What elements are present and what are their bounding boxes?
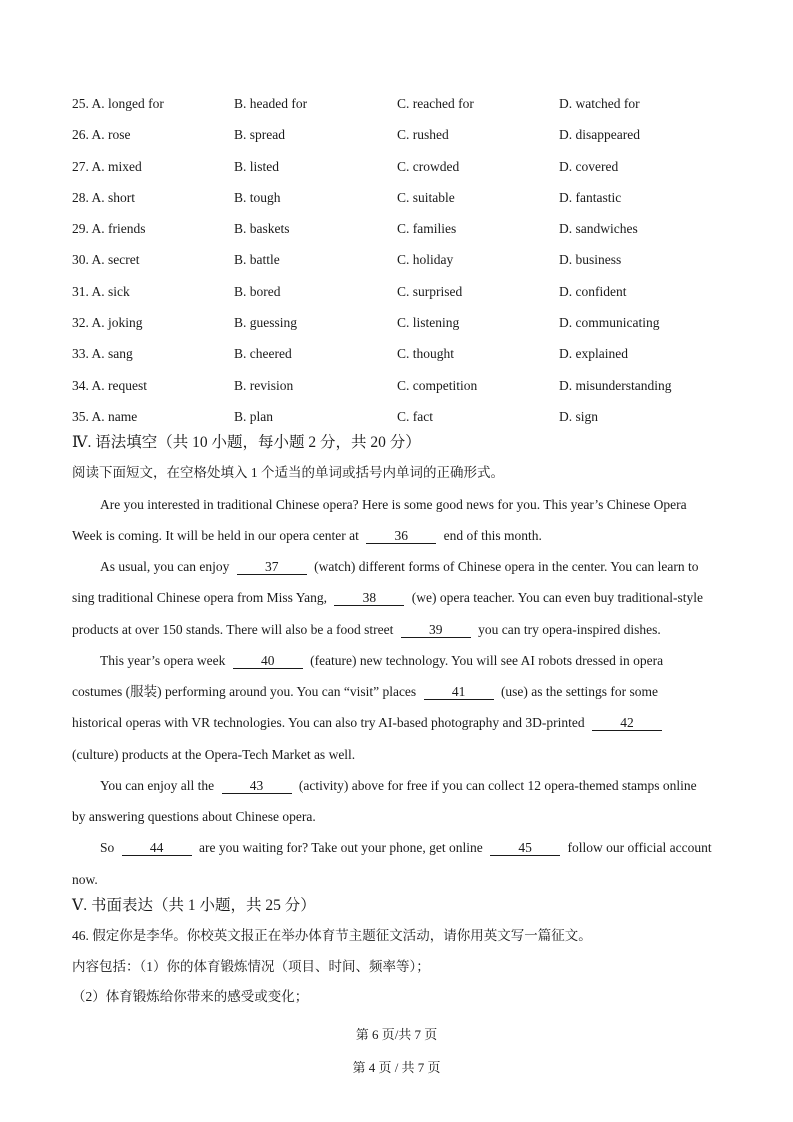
- option-choice: C. surprised: [397, 283, 463, 299]
- option-choice: C. thought: [397, 346, 455, 362]
- option-choice: B. plan: [234, 408, 273, 424]
- option-row: [72, 119, 722, 150]
- answer-options: [72, 88, 722, 432]
- passage-text: (use) as the settings for some: [497, 684, 659, 699]
- passage-line: [72, 676, 722, 707]
- option-choice: 33. A. sang: [72, 346, 133, 362]
- passage-text: are you waiting for? Take out your phone, get online: [195, 840, 487, 856]
- section-5: [72, 891, 722, 1012]
- blank-37[interactable]: 37: [237, 559, 307, 575]
- option-choice: B. revision: [234, 377, 294, 393]
- passage-line: [72, 582, 722, 613]
- option-row: [72, 307, 722, 338]
- passage-text: (culture) products at the Opera-Tech Market as well.: [72, 746, 356, 762]
- option-choice: C. holiday: [397, 252, 454, 268]
- passage-text: As usual, you can enjoy: [100, 559, 233, 574]
- passage-text: costumes (服装) performing around you. You can “visit” places: [72, 684, 420, 699]
- option-choice: C. competition: [397, 377, 478, 393]
- passage-text: now.: [72, 871, 98, 887]
- inner-page-number: 第 6 页/共 7 页: [355, 1027, 438, 1042]
- passage-text: historical operas with VR technologies. You can also try AI-based photography and 3D-printed: [72, 715, 589, 731]
- passage-line: [72, 770, 722, 801]
- content-item-2: （2）体育锻炼给你带来的感受或变化；: [72, 988, 309, 1004]
- option-choice: 31. A. sick: [72, 283, 130, 299]
- passage-text: end of this month.: [440, 527, 542, 543]
- option-row: [72, 244, 722, 275]
- option-choice: C. rushed: [397, 127, 449, 143]
- option-choice: D. watched for: [559, 96, 640, 111]
- grammar-passage: [72, 489, 722, 895]
- option-choice: D. sandwiches: [559, 221, 638, 237]
- blank-38[interactable]: 38: [334, 590, 404, 606]
- page-number: 第 4 页 / 共 7 页: [352, 1060, 441, 1075]
- option-choice: 30. A. secret: [72, 252, 140, 268]
- option-choice: C. families: [397, 221, 457, 237]
- option-choice: 32. A. joking: [72, 315, 143, 331]
- option-choice: B. baskets: [234, 221, 290, 237]
- blank-43[interactable]: 43: [222, 778, 292, 794]
- option-choice: B. battle: [234, 252, 280, 268]
- passage-text: (watch) different forms of Chinese opera in the center. You can learn to: [310, 559, 699, 574]
- section-5-title: Ⅴ. 书面表达（共 1 小题，共 25 分）: [72, 897, 316, 914]
- option-row: [72, 88, 722, 119]
- option-choice: D. explained: [559, 346, 628, 362]
- option-row: [72, 182, 722, 213]
- passage-line: [72, 551, 722, 582]
- option-choice: B. bored: [234, 283, 281, 299]
- question-46-prompt: 46. 假定你是李华。你校英文报正在举办体育节主题征文活动，请你用英文写一篇征文。: [72, 928, 592, 944]
- option-choice: C. listening: [397, 315, 460, 331]
- option-choice: 34. A. request: [72, 377, 147, 393]
- passage-line: [72, 832, 722, 863]
- option-choice: B. listed: [234, 158, 280, 174]
- passage-text: Are you interested in traditional Chinese opera? Here is some good news for you. This year’s Chinese Opera: [100, 496, 687, 512]
- option-choice: D. sign: [559, 408, 599, 424]
- option-choice: B. headed for: [234, 96, 308, 111]
- passage-text: by answering questions about Chinese opera.: [72, 809, 316, 824]
- blank-45[interactable]: 45: [490, 840, 560, 856]
- option-row: [72, 370, 722, 401]
- option-choice: D. fantastic: [559, 189, 622, 205]
- passage-line: [72, 707, 722, 738]
- section-4-instruction: 阅读下面短文，在空格处填入 1 个适当的单词或括号内单词的正确形式。: [72, 465, 504, 480]
- option-choice: B. spread: [234, 127, 285, 143]
- passage-text: You can enjoy all the: [100, 777, 218, 793]
- passage-text: (activity) above for free if you can collect 12 opera-themed stamps online: [295, 777, 697, 793]
- blank-41[interactable]: 41: [424, 684, 494, 700]
- passage-text: (we) opera teacher. You can even buy traditional-style: [408, 590, 704, 606]
- option-choice: D. communicating: [559, 315, 660, 331]
- passage-text: follow our official account: [564, 840, 712, 856]
- passage-text: (feature) new technology. You will see AI robots dressed in opera: [306, 652, 664, 668]
- passage-line: [72, 645, 722, 676]
- blank-44[interactable]: 44: [122, 840, 192, 856]
- content-item-1: 内容包括：（1）你的体育锻炼情况（项目、时间、频率等）；: [72, 958, 430, 974]
- passage-text: products at over 150 stands. There will also be a food street: [72, 621, 397, 637]
- blank-39[interactable]: 39: [401, 622, 471, 638]
- option-choice: 29. A. friends: [72, 221, 146, 237]
- option-row: [72, 151, 722, 182]
- option-choice: D. covered: [559, 158, 619, 174]
- passage-line: [72, 739, 722, 770]
- option-choice: B. guessing: [234, 315, 298, 331]
- blank-40[interactable]: 40: [233, 653, 303, 669]
- option-choice: 27. A. mixed: [72, 158, 142, 174]
- option-choice: C. fact: [397, 408, 433, 424]
- option-choice: 26. A. rose: [72, 127, 131, 143]
- option-choice: 35. A. name: [72, 408, 138, 424]
- option-choice: D. disappeared: [559, 127, 640, 143]
- option-row: [72, 276, 722, 307]
- option-choice: C. suitable: [397, 189, 455, 205]
- blank-42[interactable]: 42: [592, 715, 662, 731]
- option-choice: D. confident: [559, 283, 627, 299]
- blank-36[interactable]: 36: [366, 528, 436, 544]
- option-choice: 25. A. longed for: [72, 96, 164, 111]
- passage-text: This year’s opera week: [100, 652, 229, 668]
- option-choice: D. misunderstanding: [559, 377, 672, 393]
- option-row: [72, 338, 722, 369]
- passage-text: So: [100, 840, 118, 856]
- passage-line: [72, 801, 722, 832]
- passage-text: you can try opera-inspired dishes.: [474, 621, 661, 637]
- section-4-title: Ⅳ. 语法填空（共 10 小题，每小题 2 分，共 20 分）: [72, 434, 421, 451]
- option-choice: 28. A. short: [72, 189, 136, 205]
- option-row: [72, 213, 722, 244]
- passage-line: [72, 520, 722, 551]
- passage-line: [72, 489, 722, 520]
- option-row: [72, 401, 722, 432]
- option-choice: D. business: [559, 252, 622, 268]
- option-choice: C. crowded: [397, 158, 460, 174]
- passage-line: [72, 614, 722, 645]
- passage-text: Week is coming. It will be held in our opera center at: [72, 527, 363, 543]
- option-choice: B. cheered: [234, 346, 292, 362]
- option-choice: B. tough: [234, 189, 281, 205]
- passage-text: sing traditional Chinese opera from Miss Yang,: [72, 590, 331, 606]
- option-choice: C. reached for: [397, 96, 474, 111]
